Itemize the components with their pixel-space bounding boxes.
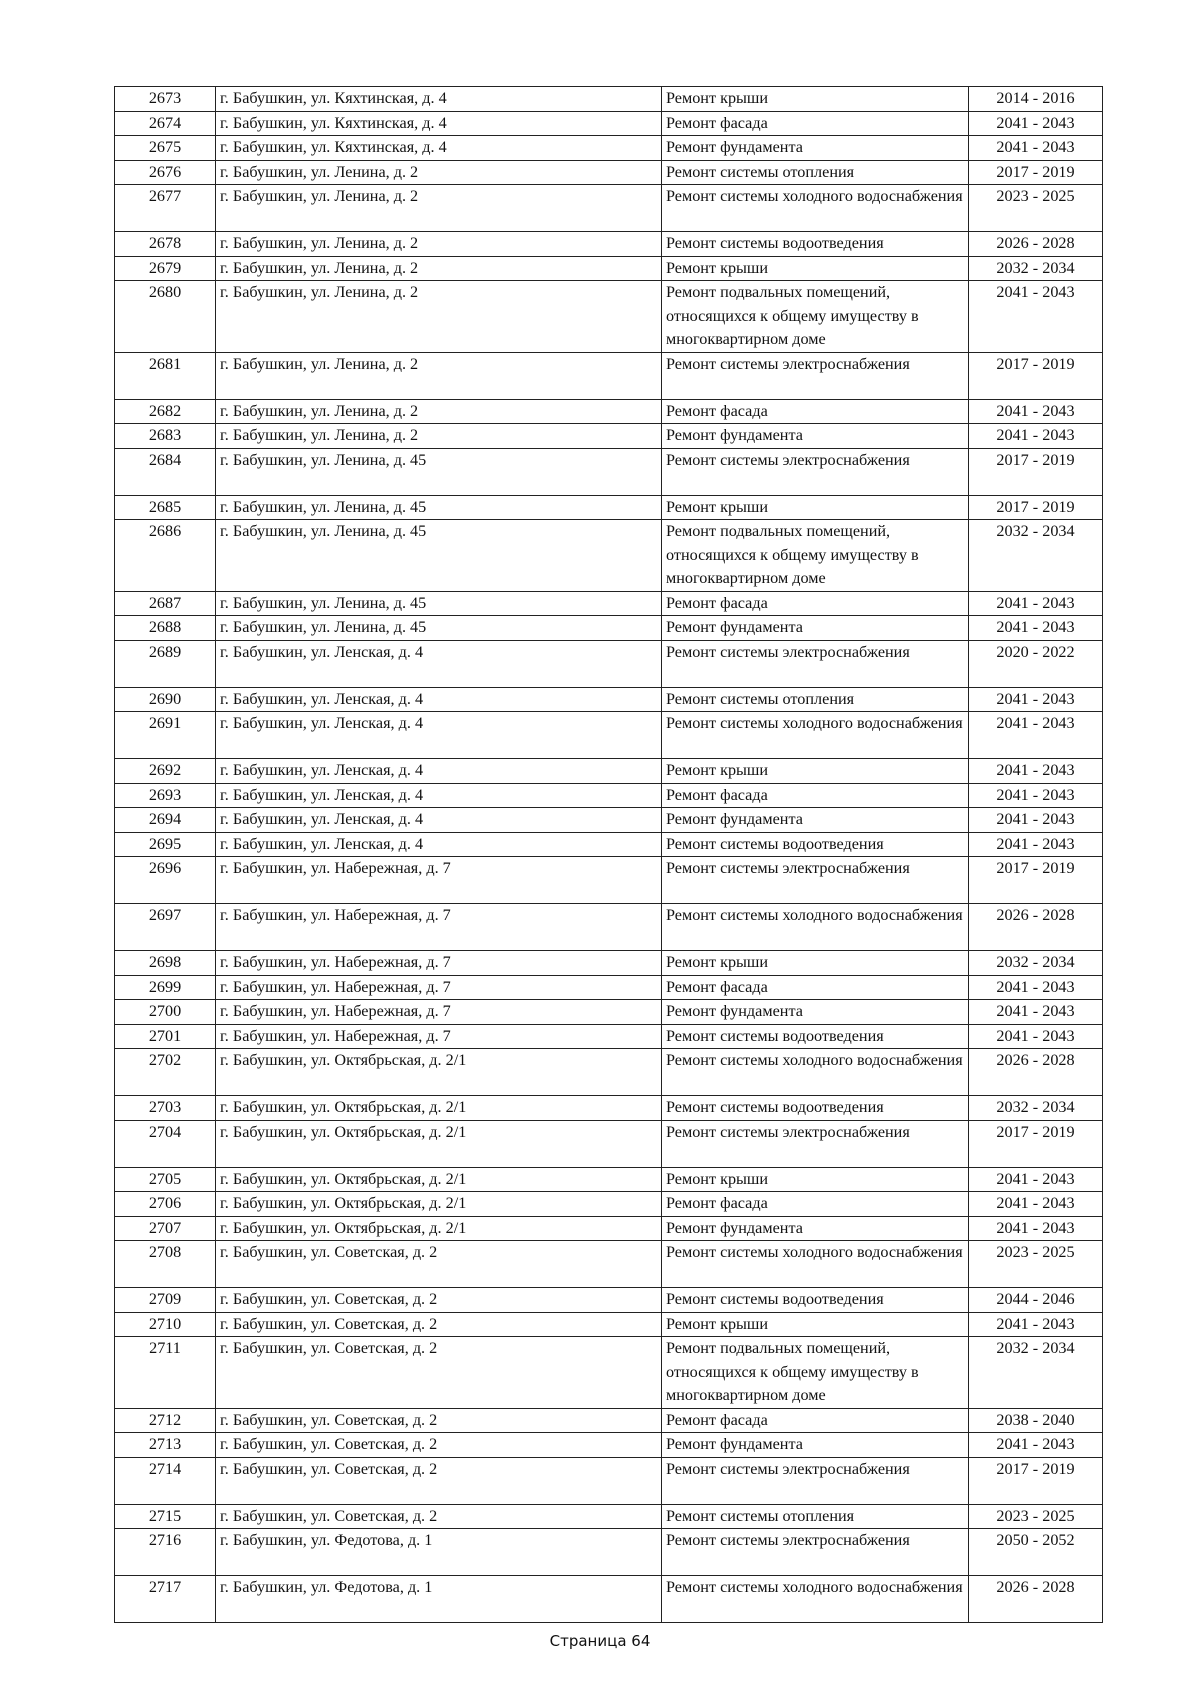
- table-row: [115, 1288, 1103, 1313]
- row-address: г. Бабушкин, ул. Советская, д. 2: [216, 1241, 662, 1288]
- row-work-type: Ремонт крыши: [662, 87, 969, 112]
- row-work-type: Ремонт крыши: [662, 951, 969, 976]
- row-period: 2017 - 2019: [969, 857, 1103, 904]
- row-work-type: Ремонт фасада: [662, 399, 969, 424]
- row-address: г. Бабушкин, ул. Ленина, д. 2: [216, 424, 662, 449]
- row-address: г. Бабушкин, ул. Ленина, д. 45: [216, 591, 662, 616]
- row-address: г. Бабушкин, ул. Федотова, д. 1: [216, 1529, 662, 1576]
- row-number: 2688: [115, 616, 216, 641]
- row-address: г. Бабушкин, ул. Октябрьская, д. 2/1: [216, 1049, 662, 1096]
- row-number: 2717: [115, 1576, 216, 1623]
- row-number: 2701: [115, 1024, 216, 1049]
- row-address: г. Бабушкин, ул. Ленская, д. 4: [216, 808, 662, 833]
- row-work-type: Ремонт системы электроснабжения: [662, 352, 969, 399]
- row-period: 2017 - 2019: [969, 495, 1103, 520]
- table-row: [115, 1576, 1103, 1623]
- row-number: 2696: [115, 857, 216, 904]
- row-address: г. Бабушкин, ул. Октябрьская, д. 2/1: [216, 1192, 662, 1217]
- row-work-type: Ремонт системы водоотведения: [662, 1288, 969, 1313]
- row-address: г. Бабушкин, ул. Октябрьская, д. 2/1: [216, 1216, 662, 1241]
- row-work-type: Ремонт фасада: [662, 783, 969, 808]
- row-number: 2680: [115, 281, 216, 353]
- table-row: [115, 424, 1103, 449]
- row-period: 2041 - 2043: [969, 1216, 1103, 1241]
- row-number: 2705: [115, 1167, 216, 1192]
- row-work-type: Ремонт системы электроснабжения: [662, 1457, 969, 1504]
- table-row: [115, 1312, 1103, 1337]
- row-period: 2041 - 2043: [969, 1024, 1103, 1049]
- row-period: 2041 - 2043: [969, 759, 1103, 784]
- row-period: 2041 - 2043: [969, 424, 1103, 449]
- row-number: 2689: [115, 640, 216, 687]
- table-row: [115, 87, 1103, 112]
- row-number: 2700: [115, 1000, 216, 1025]
- row-work-type: Ремонт подвальных помещений, относящихся к общему имуществу в многоквартирном доме: [662, 281, 969, 353]
- row-work-type: Ремонт фундамента: [662, 136, 969, 161]
- row-address: г. Бабушкин, ул. Советская, д. 2: [216, 1504, 662, 1529]
- row-address: г. Бабушкин, ул. Ленская, д. 4: [216, 832, 662, 857]
- row-work-type: Ремонт системы водоотведения: [662, 232, 969, 257]
- row-number: 2685: [115, 495, 216, 520]
- row-address: г. Бабушкин, ул. Октябрьская, д. 2/1: [216, 1167, 662, 1192]
- row-period: 2023 - 2025: [969, 1504, 1103, 1529]
- row-number: 2709: [115, 1288, 216, 1313]
- row-number: 2676: [115, 160, 216, 185]
- row-address: г. Бабушкин, ул. Советская, д. 2: [216, 1312, 662, 1337]
- row-period: 2026 - 2028: [969, 904, 1103, 951]
- row-address: г. Бабушкин, ул. Советская, д. 2: [216, 1433, 662, 1458]
- table-row: [115, 1049, 1103, 1096]
- row-address: г. Бабушкин, ул. Ленина, д. 2: [216, 160, 662, 185]
- row-address: г. Бабушкин, ул. Ленская, д. 4: [216, 759, 662, 784]
- table-row: [115, 1096, 1103, 1121]
- row-address: г. Бабушкин, ул. Кяхтинская, д. 4: [216, 136, 662, 161]
- row-work-type: Ремонт системы отопления: [662, 1504, 969, 1529]
- table-row: [115, 951, 1103, 976]
- row-work-type: Ремонт системы электроснабжения: [662, 448, 969, 495]
- table-row: [115, 1120, 1103, 1167]
- row-period: 2032 - 2034: [969, 256, 1103, 281]
- row-number: 2699: [115, 975, 216, 1000]
- row-work-type: Ремонт фундамента: [662, 1216, 969, 1241]
- row-number: 2695: [115, 832, 216, 857]
- row-work-type: Ремонт фундамента: [662, 1000, 969, 1025]
- row-work-type: Ремонт крыши: [662, 1167, 969, 1192]
- row-work-type: Ремонт крыши: [662, 495, 969, 520]
- row-work-type: Ремонт системы холодного водоснабжения: [662, 185, 969, 232]
- row-number: 2681: [115, 352, 216, 399]
- row-work-type: Ремонт системы холодного водоснабжения: [662, 904, 969, 951]
- row-number: 2691: [115, 712, 216, 759]
- row-number: 2674: [115, 111, 216, 136]
- row-period: 2041 - 2043: [969, 136, 1103, 161]
- row-number: 2683: [115, 424, 216, 449]
- row-work-type: Ремонт системы холодного водоснабжения: [662, 1241, 969, 1288]
- row-number: 2677: [115, 185, 216, 232]
- row-work-type: Ремонт фасада: [662, 975, 969, 1000]
- table-row: [115, 1408, 1103, 1433]
- table-row: [115, 1433, 1103, 1458]
- row-number: 2714: [115, 1457, 216, 1504]
- row-period: 2017 - 2019: [969, 448, 1103, 495]
- row-period: 2041 - 2043: [969, 783, 1103, 808]
- table-row: [115, 591, 1103, 616]
- row-address: г. Бабушкин, ул. Ленина, д. 2: [216, 281, 662, 353]
- row-number: 2698: [115, 951, 216, 976]
- row-work-type: Ремонт фасада: [662, 1192, 969, 1217]
- row-address: г. Бабушкин, ул. Октябрьская, д. 2/1: [216, 1120, 662, 1167]
- row-period: 2041 - 2043: [969, 111, 1103, 136]
- row-address: г. Бабушкин, ул. Набережная, д. 7: [216, 951, 662, 976]
- row-period: 2023 - 2025: [969, 185, 1103, 232]
- row-address: г. Бабушкин, ул. Набережная, д. 7: [216, 857, 662, 904]
- row-number: 2692: [115, 759, 216, 784]
- row-number: 2710: [115, 1312, 216, 1337]
- row-period: 2017 - 2019: [969, 1120, 1103, 1167]
- table-row: [115, 1529, 1103, 1576]
- row-period: 2041 - 2043: [969, 712, 1103, 759]
- table-row: [115, 160, 1103, 185]
- row-number: 2679: [115, 256, 216, 281]
- row-number: 2678: [115, 232, 216, 257]
- row-work-type: Ремонт системы отопления: [662, 687, 969, 712]
- schedule-table-body: [115, 87, 1103, 1623]
- row-address: г. Бабушкин, ул. Ленина, д. 45: [216, 448, 662, 495]
- row-work-type: Ремонт системы электроснабжения: [662, 1529, 969, 1576]
- row-period: 2023 - 2025: [969, 1241, 1103, 1288]
- row-work-type: Ремонт фасада: [662, 1408, 969, 1433]
- table-row: [115, 640, 1103, 687]
- row-address: г. Бабушкин, ул. Кяхтинская, д. 4: [216, 87, 662, 112]
- row-period: 2041 - 2043: [969, 281, 1103, 353]
- row-period: 2041 - 2043: [969, 616, 1103, 641]
- row-period: 2032 - 2034: [969, 951, 1103, 976]
- table-row: [115, 520, 1103, 592]
- row-period: 2017 - 2019: [969, 352, 1103, 399]
- table-row: [115, 1504, 1103, 1529]
- row-number: 2708: [115, 1241, 216, 1288]
- table-row: [115, 687, 1103, 712]
- row-period: 2041 - 2043: [969, 399, 1103, 424]
- row-period: 2044 - 2046: [969, 1288, 1103, 1313]
- row-work-type: Ремонт крыши: [662, 759, 969, 784]
- row-period: 2041 - 2043: [969, 808, 1103, 833]
- row-address: г. Бабушкин, ул. Кяхтинская, д. 4: [216, 111, 662, 136]
- row-period: 2020 - 2022: [969, 640, 1103, 687]
- row-address: г. Бабушкин, ул. Советская, д. 2: [216, 1408, 662, 1433]
- row-period: 2041 - 2043: [969, 1000, 1103, 1025]
- row-number: 2706: [115, 1192, 216, 1217]
- row-number: 2673: [115, 87, 216, 112]
- table-row: [115, 185, 1103, 232]
- table-row: [115, 448, 1103, 495]
- row-work-type: Ремонт системы холодного водоснабжения: [662, 1049, 969, 1096]
- table-row: [115, 1024, 1103, 1049]
- row-number: 2707: [115, 1216, 216, 1241]
- table-row: [115, 857, 1103, 904]
- row-work-type: Ремонт фасада: [662, 591, 969, 616]
- row-period: 2032 - 2034: [969, 1337, 1103, 1409]
- row-number: 2684: [115, 448, 216, 495]
- row-number: 2713: [115, 1433, 216, 1458]
- table-row: [115, 399, 1103, 424]
- row-address: г. Бабушкин, ул. Ленина, д. 2: [216, 352, 662, 399]
- table-row: [115, 975, 1103, 1000]
- row-number: 2716: [115, 1529, 216, 1576]
- row-number: 2690: [115, 687, 216, 712]
- table-row: [115, 1216, 1103, 1241]
- table-row: [115, 256, 1103, 281]
- row-period: 2026 - 2028: [969, 1049, 1103, 1096]
- table-row: [115, 1457, 1103, 1504]
- table-row: [115, 808, 1103, 833]
- row-work-type: Ремонт системы холодного водоснабжения: [662, 712, 969, 759]
- row-work-type: Ремонт системы водоотведения: [662, 1024, 969, 1049]
- row-work-type: Ремонт фундамента: [662, 616, 969, 641]
- table-row: [115, 232, 1103, 257]
- row-number: 2694: [115, 808, 216, 833]
- row-number: 2711: [115, 1337, 216, 1409]
- table-row: [115, 759, 1103, 784]
- row-work-type: Ремонт подвальных помещений, относящихся к общему имуществу в многоквартирном доме: [662, 520, 969, 592]
- row-address: г. Бабушкин, ул. Ленская, д. 4: [216, 712, 662, 759]
- page-number: Страница 64: [549, 1632, 651, 1650]
- table-row: [115, 281, 1103, 353]
- row-period: 2017 - 2019: [969, 1457, 1103, 1504]
- row-address: г. Бабушкин, ул. Ленина, д. 2: [216, 185, 662, 232]
- table-row: [115, 136, 1103, 161]
- row-period: 2041 - 2043: [969, 832, 1103, 857]
- table-row: [115, 111, 1103, 136]
- row-period: 2041 - 2043: [969, 1433, 1103, 1458]
- table-row: [115, 832, 1103, 857]
- row-address: г. Бабушкин, ул. Ленина, д. 45: [216, 520, 662, 592]
- table-row: [115, 1241, 1103, 1288]
- row-address: г. Бабушкин, ул. Набережная, д. 7: [216, 1024, 662, 1049]
- schedule-table: [114, 86, 1103, 1623]
- row-number: 2675: [115, 136, 216, 161]
- row-address: г. Бабушкин, ул. Федотова, д. 1: [216, 1576, 662, 1623]
- row-address: г. Бабушкин, ул. Ленина, д. 45: [216, 495, 662, 520]
- row-period: 2026 - 2028: [969, 1576, 1103, 1623]
- row-period: 2038 - 2040: [969, 1408, 1103, 1433]
- row-work-type: Ремонт системы холодного водоснабжения: [662, 1576, 969, 1623]
- row-address: г. Бабушкин, ул. Набережная, д. 7: [216, 904, 662, 951]
- row-work-type: Ремонт фундамента: [662, 1433, 969, 1458]
- row-period: 2041 - 2043: [969, 1312, 1103, 1337]
- table-row: [115, 712, 1103, 759]
- row-period: 2017 - 2019: [969, 160, 1103, 185]
- row-address: г. Бабушкин, ул. Советская, д. 2: [216, 1457, 662, 1504]
- row-number: 2682: [115, 399, 216, 424]
- row-period: 2050 - 2052: [969, 1529, 1103, 1576]
- row-number: 2702: [115, 1049, 216, 1096]
- row-work-type: Ремонт фасада: [662, 111, 969, 136]
- row-work-type: Ремонт крыши: [662, 1312, 969, 1337]
- row-address: г. Бабушкин, ул. Советская, д. 2: [216, 1337, 662, 1409]
- row-work-type: Ремонт системы электроснабжения: [662, 640, 969, 687]
- row-work-type: Ремонт системы электроснабжения: [662, 1120, 969, 1167]
- row-number: 2715: [115, 1504, 216, 1529]
- row-period: 2041 - 2043: [969, 591, 1103, 616]
- table-row: [115, 1000, 1103, 1025]
- row-period: 2041 - 2043: [969, 1192, 1103, 1217]
- row-period: 2032 - 2034: [969, 520, 1103, 592]
- table-row: [115, 495, 1103, 520]
- row-number: 2693: [115, 783, 216, 808]
- row-address: г. Бабушкин, ул. Ленина, д. 45: [216, 616, 662, 641]
- row-address: г. Бабушкин, ул. Советская, д. 2: [216, 1288, 662, 1313]
- row-work-type: Ремонт системы водоотведения: [662, 832, 969, 857]
- row-address: г. Бабушкин, ул. Ленина, д. 2: [216, 232, 662, 257]
- row-address: г. Бабушкин, ул. Ленина, д. 2: [216, 256, 662, 281]
- row-work-type: Ремонт фундамента: [662, 808, 969, 833]
- row-address: г. Бабушкин, ул. Ленина, д. 2: [216, 399, 662, 424]
- row-address: г. Бабушкин, ул. Ленская, д. 4: [216, 687, 662, 712]
- row-period: 2026 - 2028: [969, 232, 1103, 257]
- row-number: 2697: [115, 904, 216, 951]
- row-address: г. Бабушкин, ул. Набережная, д. 7: [216, 1000, 662, 1025]
- table-row: [115, 352, 1103, 399]
- row-period: 2014 - 2016: [969, 87, 1103, 112]
- row-period: 2032 - 2034: [969, 1096, 1103, 1121]
- row-address: г. Бабушкин, ул. Октябрьская, д. 2/1: [216, 1096, 662, 1121]
- row-number: 2686: [115, 520, 216, 592]
- table-row: [115, 904, 1103, 951]
- row-number: 2687: [115, 591, 216, 616]
- row-number: 2703: [115, 1096, 216, 1121]
- row-work-type: Ремонт системы водоотведения: [662, 1096, 969, 1121]
- row-work-type: Ремонт крыши: [662, 256, 969, 281]
- row-work-type: Ремонт подвальных помещений, относящихся к общему имуществу в многоквартирном доме: [662, 1337, 969, 1409]
- row-number: 2704: [115, 1120, 216, 1167]
- table-row: [115, 1337, 1103, 1409]
- table-row: [115, 1192, 1103, 1217]
- row-work-type: Ремонт системы электроснабжения: [662, 857, 969, 904]
- table-row: [115, 783, 1103, 808]
- row-address: г. Бабушкин, ул. Ленская, д. 4: [216, 640, 662, 687]
- table-row: [115, 616, 1103, 641]
- row-address: г. Бабушкин, ул. Набережная, д. 7: [216, 975, 662, 1000]
- row-work-type: Ремонт системы отопления: [662, 160, 969, 185]
- row-number: 2712: [115, 1408, 216, 1433]
- row-period: 2041 - 2043: [969, 1167, 1103, 1192]
- table-row: [115, 1167, 1103, 1192]
- row-period: 2041 - 2043: [969, 687, 1103, 712]
- row-period: 2041 - 2043: [969, 975, 1103, 1000]
- row-work-type: Ремонт фундамента: [662, 424, 969, 449]
- row-address: г. Бабушкин, ул. Ленская, д. 4: [216, 783, 662, 808]
